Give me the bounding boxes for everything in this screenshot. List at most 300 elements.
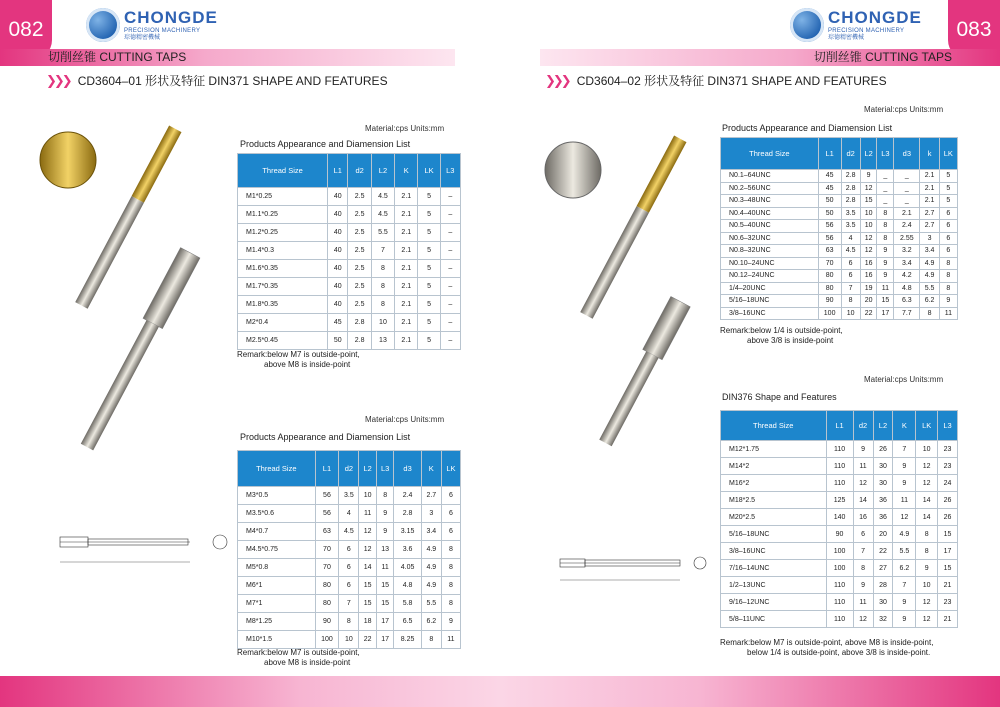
table-cell: 8 <box>441 595 460 613</box>
table-cell: 110 <box>826 441 853 458</box>
table-cell: – <box>440 296 460 314</box>
remark <box>720 638 933 658</box>
table-cell: 36 <box>873 509 893 526</box>
table-cell: 5.8 <box>394 595 421 613</box>
table-cell: 7 <box>893 441 916 458</box>
table-cell: 4.9 <box>920 270 939 283</box>
table-cell: M1*0.25 <box>238 188 328 206</box>
material-note: Material:cps Units:mm <box>365 124 445 133</box>
table-cell: 8 <box>939 282 957 295</box>
table-cell: 11 <box>376 559 393 577</box>
table-cell: N0.2–56UNC <box>721 182 819 195</box>
table-cell: 6 <box>841 270 860 283</box>
chevron-icon: ❯❯❯ <box>46 72 70 88</box>
table-cell: 12 <box>853 475 873 492</box>
table-cell: 7.7 <box>894 307 920 320</box>
table-cell: 12 <box>916 458 938 475</box>
table-cell: 10 <box>339 631 359 649</box>
table-cell: 17 <box>376 613 393 631</box>
table-cell: 63 <box>818 245 841 258</box>
table-cell: 6 <box>939 245 957 258</box>
table-cell: 8 <box>877 232 894 245</box>
table-cell: 56 <box>818 220 841 233</box>
technical-drawing <box>540 548 715 588</box>
table-cell: 40 <box>328 224 348 242</box>
table-cell: 3.5 <box>841 207 860 220</box>
table-cell: 4.8 <box>394 577 421 595</box>
table-caption: Products Appearance and Diamension List <box>722 123 893 133</box>
table-header-row <box>238 154 461 188</box>
table-cell: 2.8 <box>841 182 860 195</box>
table-cell: 21 <box>938 611 958 628</box>
table-cell: 12 <box>893 509 916 526</box>
table-cell: 5 <box>418 314 440 332</box>
table-header-row <box>721 411 958 441</box>
table-cell: 63 <box>315 523 339 541</box>
table-cell: 32 <box>873 611 893 628</box>
table-cell: 15 <box>376 577 393 595</box>
table-cell: 8 <box>371 260 394 278</box>
table-cell: 14 <box>853 492 873 509</box>
material-note: Material:cps Units:mm <box>864 375 944 384</box>
remark <box>720 326 843 346</box>
table-cell: 12 <box>916 611 938 628</box>
table-cell: 6 <box>841 257 860 270</box>
table-row <box>721 182 958 195</box>
table-cell: 50 <box>818 195 841 208</box>
table-cell: 15 <box>359 577 376 595</box>
table-cell: 10 <box>359 487 376 505</box>
table-cell: M10*1.5 <box>238 631 316 649</box>
table-cell: 3.5 <box>339 487 359 505</box>
table-cell: 6.2 <box>893 560 916 577</box>
remark-line: Remark:below M7 is outside-point, <box>237 648 360 657</box>
chevron-icon: ❯❯❯ <box>545 72 569 88</box>
table-cell: 56 <box>315 487 339 505</box>
table-cell: 3.4 <box>920 245 939 258</box>
table-cell: 10 <box>916 577 938 594</box>
table-cell: 4.9 <box>421 541 441 559</box>
table-row <box>238 613 461 631</box>
table-header-row <box>721 138 958 170</box>
table-cell: 12 <box>860 245 877 258</box>
table-cell: 4.9 <box>421 577 441 595</box>
brand-logo <box>86 8 218 42</box>
table-cell: 4.9 <box>893 526 916 543</box>
table-cell: 11 <box>359 505 376 523</box>
table-cell: 6 <box>441 523 460 541</box>
table-cell: 5 <box>418 260 440 278</box>
logo-icon <box>86 8 120 42</box>
table-cell: 2.55 <box>894 232 920 245</box>
table-cell: 10 <box>916 441 938 458</box>
remark-line: above 3/8 is inside-point <box>747 336 834 345</box>
table-cell: 15 <box>938 526 958 543</box>
table-cell: 2.5 <box>348 188 371 206</box>
table-cell: 90 <box>826 526 853 543</box>
table-cell: 2.5 <box>348 224 371 242</box>
logo-sub: PRECISION MACHINERY <box>828 28 905 34</box>
table-cell: 45 <box>818 170 841 183</box>
category-bar: 切削丝锥 CUTTING TAPS <box>540 49 1000 66</box>
table-cell: 7 <box>339 595 359 613</box>
table-cell: 9 <box>376 505 393 523</box>
table-cell: 1/4–20UNC <box>721 282 819 295</box>
section-title-text: CD3604–01 形状及特征 DIN371 SHAPE AND FEATURES <box>77 74 388 88</box>
table-cell: 3 <box>421 505 441 523</box>
table-cell: 16 <box>853 509 873 526</box>
table-cell: M1.2*0.25 <box>238 224 328 242</box>
table-cell: 9 <box>893 458 916 475</box>
table-cell: 15 <box>877 295 894 308</box>
table-cell: M8*1.25 <box>238 613 316 631</box>
table-row <box>721 526 958 543</box>
footer-bar <box>0 676 1000 707</box>
table-cell: 2.5 <box>348 242 371 260</box>
table-cell: 7 <box>853 543 873 560</box>
table-cell: 100 <box>826 560 853 577</box>
table-cell: 6 <box>339 559 359 577</box>
table-cell: 40 <box>328 242 348 260</box>
section-title <box>46 72 388 89</box>
table-cell: 100 <box>818 307 841 320</box>
table-cell: 8 <box>441 577 460 595</box>
table-cell: 5 <box>418 242 440 260</box>
table-cell: – <box>440 242 460 260</box>
table-cell: 8 <box>920 307 939 320</box>
table-cell: 5 <box>939 182 957 195</box>
tap-image <box>535 130 715 460</box>
table-cell: 100 <box>315 631 339 649</box>
table-cell: M1.1*0.25 <box>238 206 328 224</box>
spec-table <box>720 137 958 320</box>
column-header: k <box>920 138 939 170</box>
remark <box>237 648 360 668</box>
table-row <box>238 595 461 613</box>
table-cell: M2.5*0.45 <box>238 332 328 350</box>
table-cell: 12 <box>916 475 938 492</box>
table-cell: 6 <box>939 220 957 233</box>
table-cell: 3 <box>920 232 939 245</box>
table-cell: 17 <box>376 631 393 649</box>
column-header: L2 <box>359 451 376 487</box>
column-header: Thread Size <box>721 411 827 441</box>
table-cell: 40 <box>328 260 348 278</box>
table-cell: _ <box>877 182 894 195</box>
table-row <box>721 170 958 183</box>
table-cell: 26 <box>938 509 958 526</box>
table-row <box>721 492 958 509</box>
table-cell: 5.5 <box>920 282 939 295</box>
table-cell: 20 <box>860 295 877 308</box>
table-row <box>721 295 958 308</box>
table-row <box>238 278 461 296</box>
remark-line: above M8 is inside-point <box>264 658 351 667</box>
table-cell: 50 <box>328 332 348 350</box>
table-cell: 3.2 <box>894 245 920 258</box>
column-header: L3 <box>877 138 894 170</box>
table-cell: 2.8 <box>348 332 371 350</box>
column-header: L1 <box>818 138 841 170</box>
table-cell: 2.5 <box>348 278 371 296</box>
table-cell: 14 <box>359 559 376 577</box>
column-header: L3 <box>938 411 958 441</box>
material-note: Material:cps Units:mm <box>365 415 445 424</box>
column-header: d3 <box>894 138 920 170</box>
table-cell: 12 <box>853 611 873 628</box>
column-header: K <box>893 411 916 441</box>
table-cell: M18*2.5 <box>721 492 827 509</box>
table-cell: 9 <box>893 594 916 611</box>
table-cell: 22 <box>860 307 877 320</box>
spec-table <box>237 153 461 350</box>
remark <box>237 350 360 370</box>
table-cell: 12 <box>860 232 877 245</box>
table-cell: 2.1 <box>395 242 418 260</box>
table-cell: 2.8 <box>841 195 860 208</box>
table-cell: N0.8–32UNC <box>721 245 819 258</box>
table-cell: 6 <box>939 207 957 220</box>
table-cell: 5 <box>418 296 440 314</box>
table-cell: 8 <box>441 559 460 577</box>
table-cell: 2.1 <box>395 296 418 314</box>
table-cell: 15 <box>376 595 393 613</box>
table-cell: 2.7 <box>920 207 939 220</box>
table-cell: M14*2 <box>721 458 827 475</box>
table-cell: M7*1 <box>238 595 316 613</box>
table-cell: 23 <box>938 594 958 611</box>
table-cell: M3*0.5 <box>238 487 316 505</box>
table-cell: 11 <box>853 458 873 475</box>
table-cell: M16*2 <box>721 475 827 492</box>
table-cell: 2.4 <box>894 220 920 233</box>
table-cell: 2.5 <box>348 206 371 224</box>
table-cell: N0.10–24UNC <box>721 257 819 270</box>
table-row <box>238 260 461 278</box>
remark-line: Remark:below M7 is outside-point, above M8 is inside-point, <box>720 638 934 647</box>
table-cell: 8 <box>939 257 957 270</box>
table-cell: 26 <box>873 441 893 458</box>
table-cell: 2.4 <box>394 487 421 505</box>
column-header: L2 <box>371 154 394 188</box>
table-cell: M3.5*0.6 <box>238 505 316 523</box>
table-cell: 24 <box>938 475 958 492</box>
table-cell: 9/16–12UNC <box>721 594 827 611</box>
table-cell: 7 <box>841 282 860 295</box>
table-cell: 40 <box>328 278 348 296</box>
table-cell: – <box>440 332 460 350</box>
table-cell: 8 <box>339 613 359 631</box>
table-cell: M4*0.7 <box>238 523 316 541</box>
table-cell: 8 <box>939 270 957 283</box>
table-cell: 15 <box>860 195 877 208</box>
table-cell: 15 <box>359 595 376 613</box>
table-cell: 3.4 <box>421 523 441 541</box>
table-cell: 21 <box>938 577 958 594</box>
table-cell: 6.5 <box>394 613 421 631</box>
table-cell: N0.5–40UNC <box>721 220 819 233</box>
table-cell: 8 <box>877 207 894 220</box>
table-cell: – <box>440 260 460 278</box>
table-cell: 40 <box>328 296 348 314</box>
table-cell: 80 <box>818 282 841 295</box>
table-cell: M4.5*0.75 <box>238 541 316 559</box>
table-cell: 2.1 <box>920 195 939 208</box>
category-bar: 切削丝锥 CUTTING TAPS <box>0 49 455 66</box>
table-cell: 4.2 <box>894 270 920 283</box>
table-cell: _ <box>894 182 920 195</box>
table-cell: 6.2 <box>920 295 939 308</box>
table-cell: 4.5 <box>841 245 860 258</box>
table-row <box>238 541 461 559</box>
table-cell: 26 <box>938 492 958 509</box>
table-cell: 22 <box>873 543 893 560</box>
page-number: 083 <box>948 0 1000 60</box>
table-cell: 4.9 <box>421 559 441 577</box>
table-cell: _ <box>877 195 894 208</box>
table-cell: 17 <box>938 543 958 560</box>
spec-table <box>720 410 958 628</box>
table-cell: 6 <box>339 541 359 559</box>
table-cell: 9 <box>893 611 916 628</box>
table-row <box>721 245 958 258</box>
table-row <box>721 458 958 475</box>
material-note: Material:cps Units:mm <box>864 105 944 114</box>
table-cell: 3/8–16UNC <box>721 543 827 560</box>
table-row <box>721 543 958 560</box>
table-cell: 2.1 <box>395 260 418 278</box>
table-cell: 6 <box>853 526 873 543</box>
table-cell: 18 <box>359 613 376 631</box>
table-cell: 19 <box>860 282 877 295</box>
table-cell: – <box>440 224 460 242</box>
table-cell: 6 <box>939 232 957 245</box>
table-cell: 10 <box>860 207 877 220</box>
table-cell: 4 <box>841 232 860 245</box>
table-cell: 2.8 <box>348 314 371 332</box>
table-cell: N0.12–24UNC <box>721 270 819 283</box>
column-header: LK <box>939 138 957 170</box>
table-cell: 8 <box>916 543 938 560</box>
logo-name: CHONGDE <box>828 8 922 27</box>
table-cell: 11 <box>939 307 957 320</box>
table-cell: 16 <box>860 270 877 283</box>
table-cell: 10 <box>841 307 860 320</box>
table-cell: 9 <box>853 577 873 594</box>
table-cell: 5 <box>418 278 440 296</box>
table-cell: 4 <box>339 505 359 523</box>
table-row <box>238 559 461 577</box>
table-cell: 2.8 <box>841 170 860 183</box>
table-cell: 70 <box>818 257 841 270</box>
table-cell: – <box>440 188 460 206</box>
table-cell: 110 <box>826 475 853 492</box>
table-cell: 5/16–18UNC <box>721 526 827 543</box>
remark-line: above M8 is inside-point <box>264 360 351 369</box>
table-row <box>238 487 461 505</box>
table-cell: N0.3–48UNC <box>721 195 819 208</box>
column-header: LK <box>441 451 460 487</box>
table-cell: – <box>440 314 460 332</box>
table-cell: M12*1.75 <box>721 441 827 458</box>
table-cell: 28 <box>873 577 893 594</box>
column-header: d2 <box>339 451 359 487</box>
remark-line: below 1/4 is outside-point, above 3/8 is inside-point. <box>747 648 931 657</box>
table-cell: 70 <box>315 541 339 559</box>
section-title <box>545 72 887 89</box>
table-cell: 2.1 <box>894 207 920 220</box>
table-cell: 8 <box>916 526 938 543</box>
table-cell: 5.5 <box>421 595 441 613</box>
table-cell: 4.5 <box>339 523 359 541</box>
table-cell: 56 <box>818 232 841 245</box>
table-cell: 6.3 <box>894 295 920 308</box>
column-header: LK <box>418 154 440 188</box>
table-cell: 40 <box>328 188 348 206</box>
table-cell: 2.5 <box>348 260 371 278</box>
table-cell: N0.1–64UNC <box>721 170 819 183</box>
column-header: L2 <box>873 411 893 441</box>
table-cell: 9 <box>877 270 894 283</box>
table-cell: 30 <box>873 475 893 492</box>
table-row <box>238 631 461 649</box>
table-row <box>721 232 958 245</box>
table-cell: 5.5 <box>371 224 394 242</box>
table-row <box>721 195 958 208</box>
table-cell: 8 <box>877 220 894 233</box>
column-header: L3 <box>376 451 393 487</box>
table-cell: M1.7*0.35 <box>238 278 328 296</box>
table-cell: 11 <box>893 492 916 509</box>
page-number: 082 <box>0 0 52 60</box>
table-cell: 5/16–18UNC <box>721 295 819 308</box>
table-cell: 12 <box>860 182 877 195</box>
table-cell: 12 <box>916 594 938 611</box>
column-header: Thread Size <box>721 138 819 170</box>
table-cell: M1.6*0.35 <box>238 260 328 278</box>
table-cell: 6 <box>441 487 460 505</box>
table-cell: 27 <box>873 560 893 577</box>
table-cell: 9 <box>877 245 894 258</box>
table-cell: 4.5 <box>371 188 394 206</box>
column-header: d2 <box>348 154 371 188</box>
table-cell: 125 <box>826 492 853 509</box>
logo-name: CHONGDE <box>124 8 218 27</box>
table-cell: 7 <box>371 242 394 260</box>
table-cell: 6 <box>339 577 359 595</box>
table-cell: 2.7 <box>421 487 441 505</box>
table-cell: M2*0.4 <box>238 314 328 332</box>
table-cell: 2.1 <box>920 170 939 183</box>
table-cell: – <box>440 278 460 296</box>
table-cell: 5 <box>939 170 957 183</box>
column-header: L1 <box>315 451 339 487</box>
table-cell: 5 <box>418 188 440 206</box>
table-cell: 2.8 <box>394 505 421 523</box>
table-cell: 80 <box>315 577 339 595</box>
table-cell: 13 <box>371 332 394 350</box>
table-row <box>721 560 958 577</box>
table-cell: 8 <box>371 296 394 314</box>
table-row <box>721 207 958 220</box>
table-cell: 2.1 <box>395 224 418 242</box>
table-cell: 1/2–13UNC <box>721 577 827 594</box>
table-cell: 2.1 <box>395 314 418 332</box>
table-cell: 3/8–16UNC <box>721 307 819 320</box>
table-cell: 4.05 <box>394 559 421 577</box>
table-cell: 30 <box>873 458 893 475</box>
table-cell: 5.5 <box>893 543 916 560</box>
